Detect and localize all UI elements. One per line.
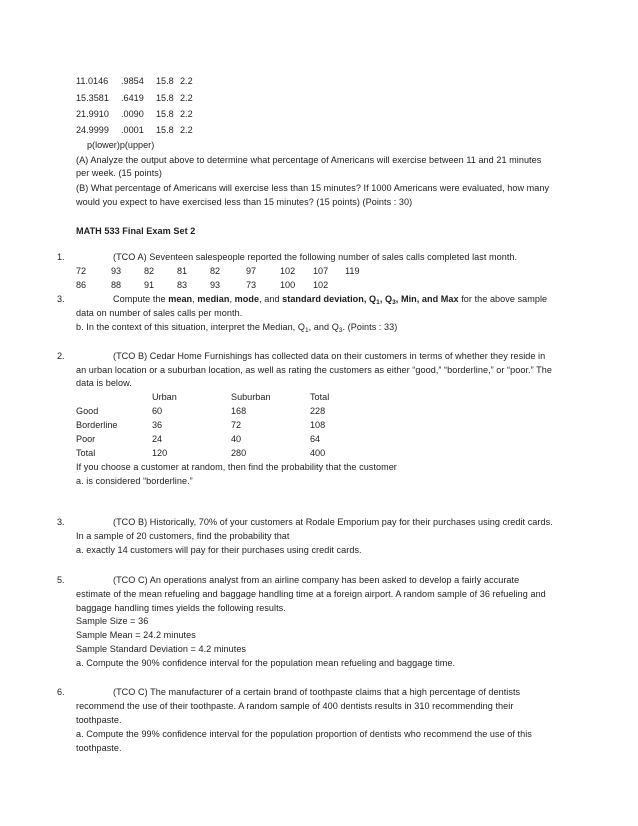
data-value: 107 (313, 266, 329, 276)
output-cell: 15.8 (156, 109, 174, 119)
table-cell: 72 (231, 420, 242, 430)
data-value: 81 (177, 266, 188, 276)
data-value: 72 (76, 266, 87, 276)
output-cell: 24.9999 (76, 125, 109, 135)
table-cell: 120 (152, 448, 168, 458)
output-cell: 2.2 (180, 93, 193, 103)
data-value: 102 (313, 280, 329, 290)
data-value: 102 (280, 266, 296, 276)
question-6-text: recommend the use of their toothpaste. A random sample of 400 dentists results in 310 recommending their (76, 701, 514, 711)
question-number: 2. (57, 351, 65, 361)
table-header: Total (310, 392, 330, 402)
data-value: 82 (210, 266, 221, 276)
prev-question-a: (A) Analyze the output above to determine what percentage of Americans will exercise between 11 and 21 minutes (76, 155, 542, 165)
table-cell: 24 (152, 434, 163, 444)
table-row-label: Borderline (76, 420, 118, 430)
table-cell: 228 (310, 406, 326, 416)
question-5-text: baggage handling times yields the following results. (76, 603, 286, 613)
question-number: 6. (57, 687, 65, 697)
table-row-label: Poor (76, 434, 96, 444)
table-header: Urban (152, 392, 177, 402)
question-3b-part-a: a. exactly 14 customers will pay for their purchases using credit cards. (76, 545, 362, 555)
table-cell: 280 (231, 448, 247, 458)
data-value: 88 (111, 280, 122, 290)
question-3-text: Compute the mean, median, mode, and standard deviation, $Q_1$, $Q_3$, Min, and Max for the above sample (113, 294, 548, 306)
prev-question-a: per week. (15 points) (76, 168, 162, 178)
question-5-text: estimate of the mean refueling and baggage handling time at a foreign airport. A random sample of 36 refueling and (76, 589, 546, 599)
set-title: MATH 533 Final Exam Set 2 (76, 226, 196, 236)
output-cell: 2.2 (180, 125, 193, 135)
table-cell: 168 (231, 406, 247, 416)
question-3-text: data on number of sales calls per month. (76, 308, 243, 318)
question-2-text: (TCO B) Cedar Home Furnishings has collected data on their customers in terms of whether they reside in (113, 351, 546, 361)
question-5-text: (TCO C) An operations analyst from an airline company has been asked to develop a fairly accurate (113, 575, 520, 585)
data-value: 83 (177, 280, 188, 290)
data-value: 93 (111, 266, 122, 276)
table-row-label: Good (76, 406, 99, 416)
question-6-text: (TCO C) The manufacturer of a certain brand of toothpaste claims that a high percentage of dentists (113, 687, 521, 697)
prev-question-b: would you expect to have exercised less than 15 minutes? (15 points) (Points : 30) (76, 197, 413, 207)
question-3b-text: In a sample of 20 customers, find the probability that (76, 531, 290, 541)
table-cell: 64 (310, 434, 321, 444)
question-number: 1. (57, 252, 65, 262)
question-number: 5. (57, 575, 65, 585)
table-cell: 400 (310, 448, 326, 458)
question-number: 3. (57, 517, 65, 527)
output-cell: 2.2 (180, 109, 193, 119)
data-value: 97 (246, 266, 257, 276)
question-6-part-a: a. Compute the 99% confidence interval for the population proportion of dentists who recommend the use of this (76, 729, 532, 739)
output-cell: 21.9910 (76, 109, 109, 119)
output-cell: .9854 (121, 76, 144, 86)
data-value: 82 (144, 266, 155, 276)
question-2-text: an urban location or a suburban location, as well as rating the customers as either “good,” “borderline,” or “poor.” The (76, 365, 552, 375)
output-cell: 15.8 (156, 76, 174, 86)
question-2-text: data is below. (76, 378, 132, 388)
output-cell: 15.8 (156, 125, 174, 135)
output-cell: .6419 (121, 93, 144, 103)
output-header: p(lower)p(upper) (87, 140, 155, 150)
question-6-text: toothpaste. (76, 715, 122, 725)
table-cell: 36 (152, 420, 163, 430)
output-cell: 2.2 (180, 76, 193, 86)
data-value: 93 (210, 280, 221, 290)
output-cell: 11.0146 (76, 76, 109, 86)
output-cell: 15.8 (156, 93, 174, 103)
data-value: 100 (280, 280, 296, 290)
table-cell: 40 (231, 434, 242, 444)
question-6-part-a: toothpaste. (76, 743, 122, 753)
question-5-text: Sample Size = 36 (76, 616, 149, 626)
question-5-text: Sample Mean = 24.2 minutes (76, 630, 196, 640)
prev-question-b: (B) What percentage of Americans will exercise less than 15 minutes? If 1000 Americans were evaluated, how many (76, 183, 550, 193)
table-cell: 108 (310, 420, 326, 430)
table-row-label: Total (76, 448, 96, 458)
output-cell: 15.3581 (76, 93, 109, 103)
output-cell: .0090 (121, 109, 144, 119)
data-value: 91 (144, 280, 155, 290)
question-2-text: If you choose a customer at random, then find the probability that the customer (76, 462, 397, 472)
question-1-text: (TCO A) Seventeen salespeople reported the following number of sales calls completed last month. (113, 252, 518, 262)
data-value: 86 (76, 280, 87, 290)
question-3b-text: (TCO B) Historically, 70% of your customers at Rodale Emporium pay for their purchases using credit cards. (113, 517, 553, 527)
question-3-part-b: b. In the context of this situation, interpret the Median, $Q_1$, and $Q_3$. (Points : 33) (76, 322, 398, 334)
question-5-text: Sample Standard Deviation = 4.2 minutes (76, 644, 247, 654)
data-value: 119 (345, 266, 360, 276)
data-value: 73 (246, 280, 257, 290)
output-cell: .0001 (121, 125, 144, 135)
question-5-part-a: a. Compute the 90% confidence interval for the population mean refueling and baggage time. (76, 658, 456, 668)
question-number: 3. (57, 294, 65, 304)
table-header: Suburban (231, 392, 271, 402)
table-cell: 60 (152, 406, 163, 416)
question-2-part-a: a. is considered “borderline.” (76, 476, 193, 486)
